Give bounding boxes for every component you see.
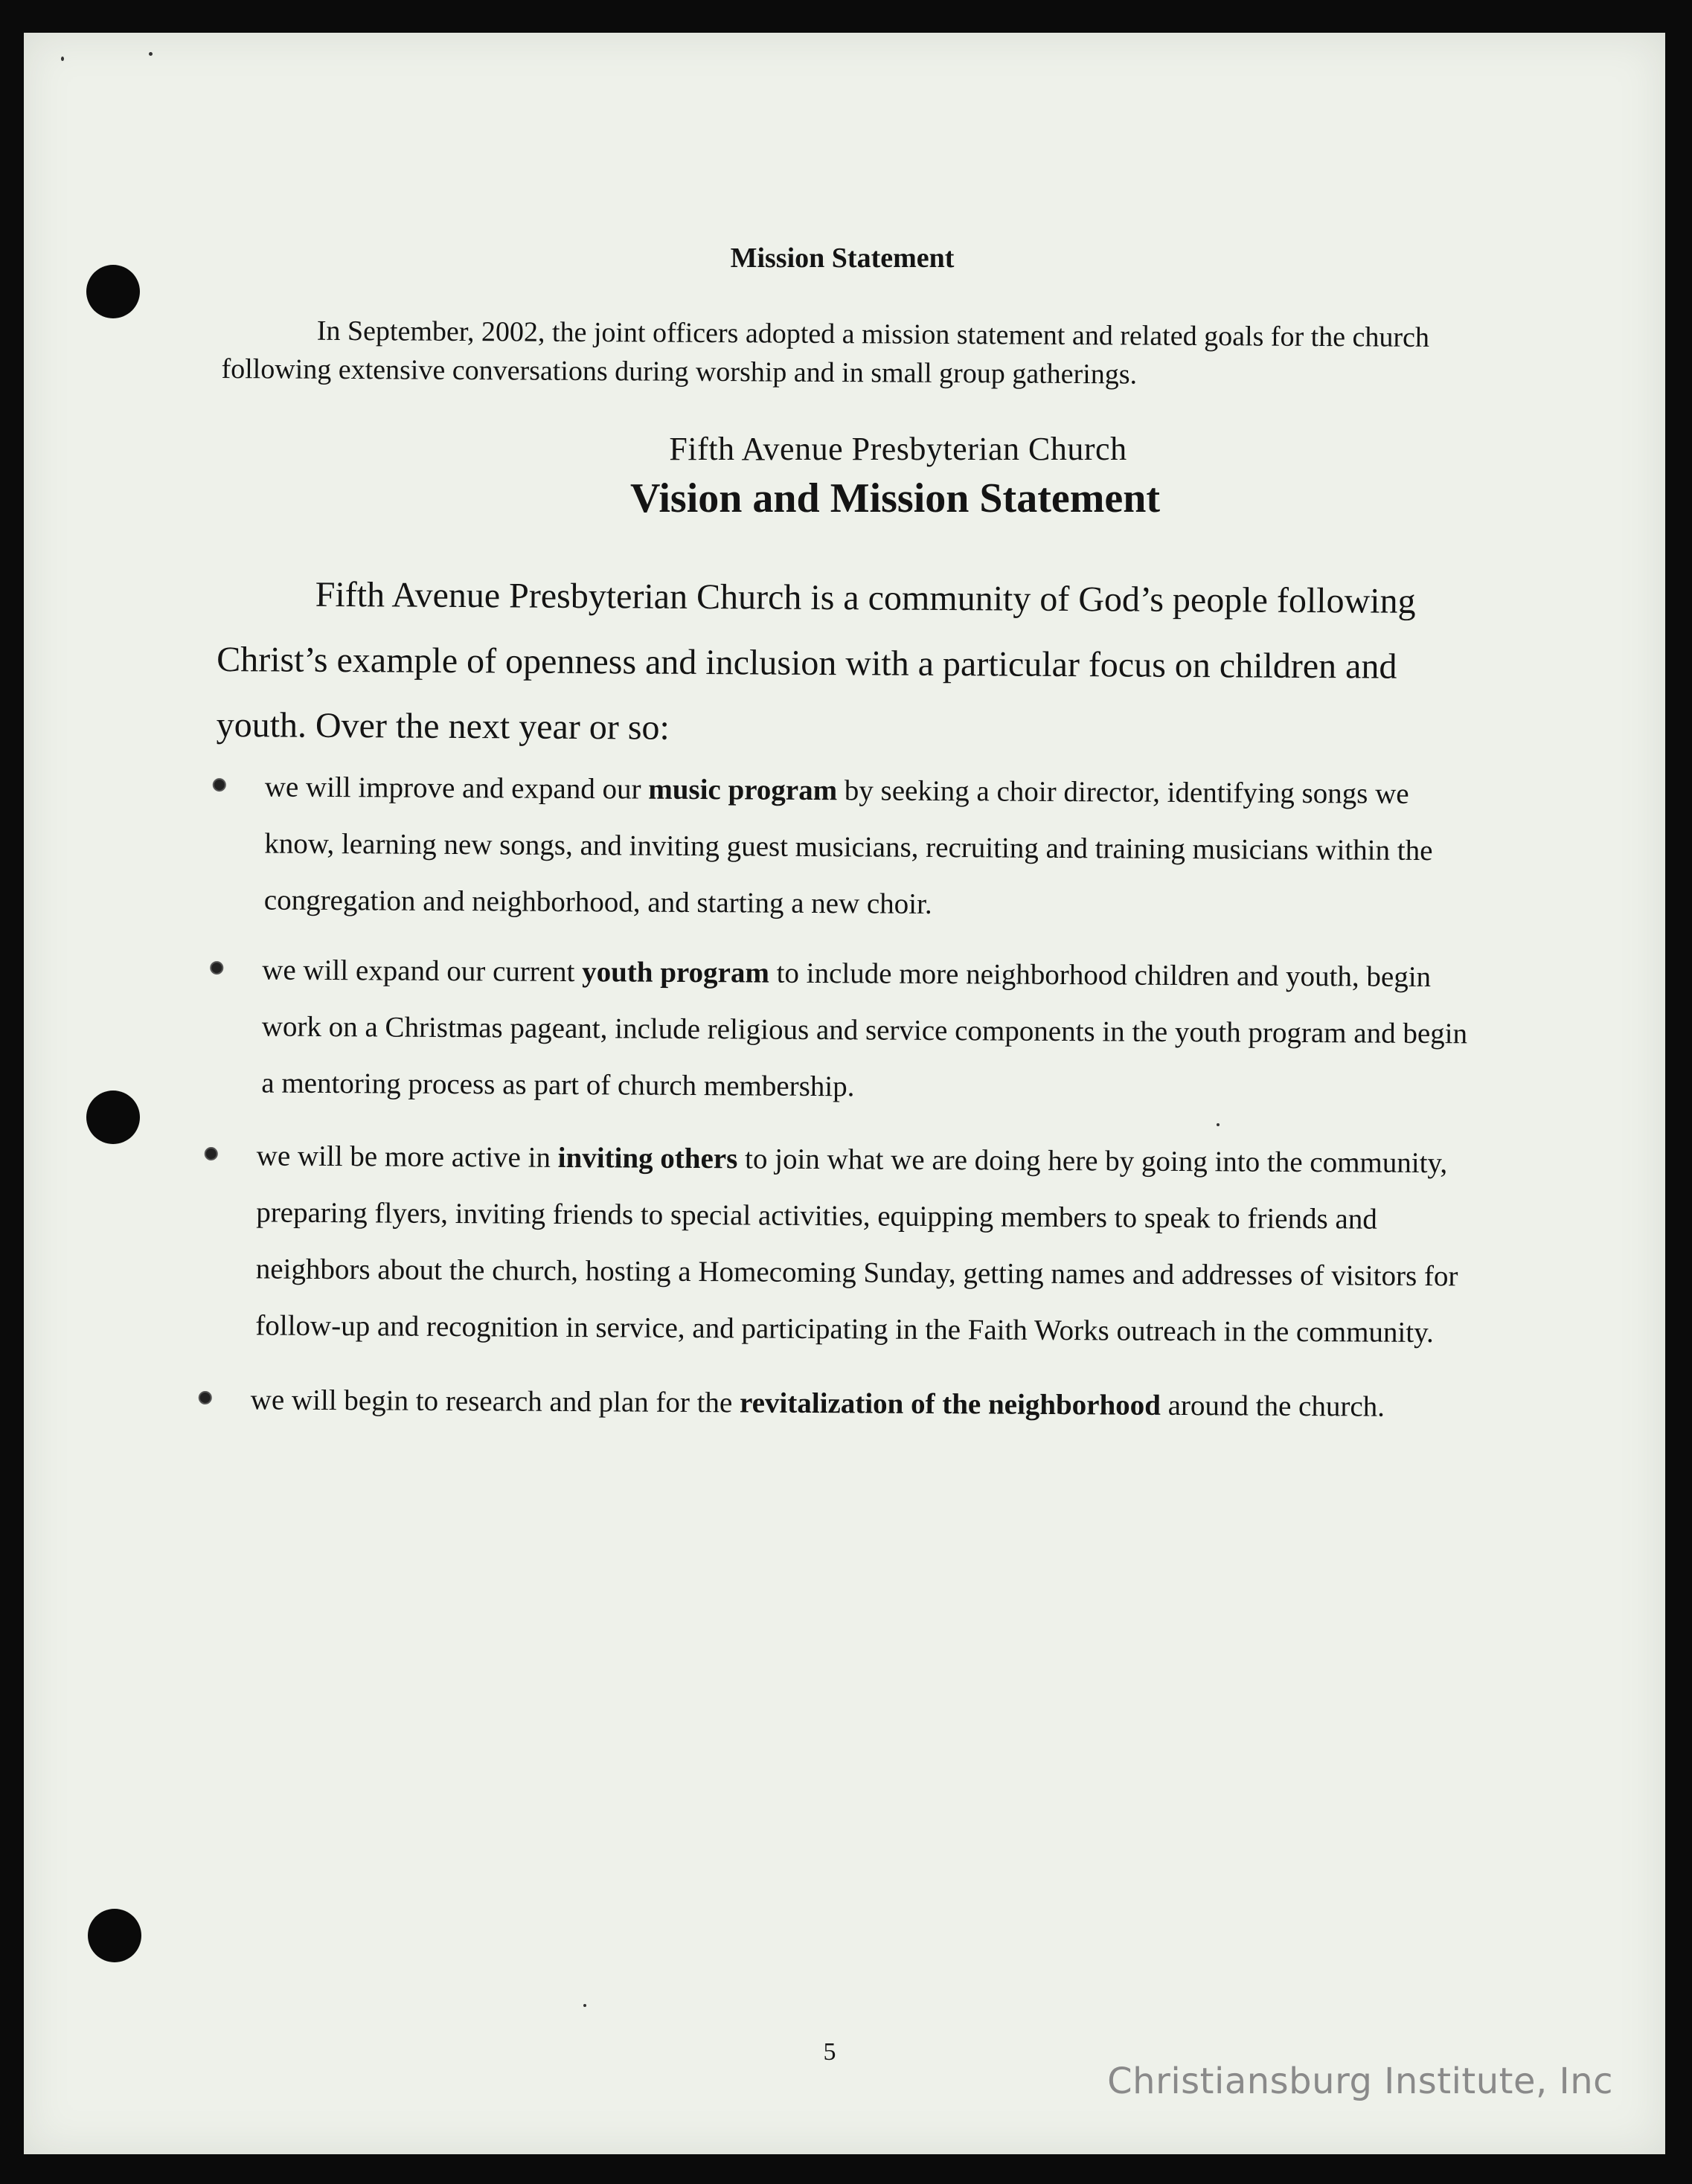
goal-text: to join what we are doing here by going into the community, preparing flyers, inviting friends to special activities, equipping members to speak to friends and neighbors about the church, hosting a Homecoming Sunday, getting names and addresses of visitors for follow-up and recognition in service, and participating in the Faith Works outreach in the community.: [255, 1143, 1458, 1349]
paper-speck: [61, 57, 64, 61]
bullet-icon: [210, 961, 223, 974]
binder-hole: [88, 1909, 141, 1962]
goal-emphasis: music program: [648, 773, 838, 807]
goal-item-music: [208, 759, 1473, 936]
goal-text: to include more neighborhood children and youth, begin work on a Christmas pageant, include religious and service components in the youth program and begin a mentoring process as part of church membership.: [261, 957, 1468, 1103]
binder-hole: [86, 1091, 140, 1144]
goal-emphasis: inviting others: [557, 1141, 738, 1175]
intro-paragraph: In September, 2002, the joint officers adopted a mission statement and related goals for the church following extensive conversations during worship and in small group gatherings.: [221, 315, 1430, 391]
goal-text: around the church.: [1160, 1389, 1385, 1423]
watermark: Christiansburg Institute, Inc: [1107, 2061, 1613, 2102]
bullet-icon: [199, 1391, 212, 1404]
page-number: 5: [823, 2038, 836, 2066]
goal-text: we will begin to research and plan for the: [250, 1384, 740, 1419]
vision-paragraph: Fifth Avenue Presbyterian Church is a community of God’s people following Christ’s example of openness and inclusion with a particular focus on children and youth. Over the next year or so:: [216, 574, 1416, 748]
vision-title: Vision and Mission Statement: [629, 475, 1160, 521]
goals-list: [204, 759, 1473, 1510]
goal-text: we will be more active in: [256, 1140, 558, 1174]
goal-item-youth: [205, 942, 1470, 1119]
church-name: Fifth Avenue Presbyterian Church: [669, 431, 1127, 467]
goal-text: by seeking a choir director, identifying songs we know, learning new songs, and inviting guest musicians, recruiting and training musicians within the congregation and neighborhood, and starting a new choir.: [263, 774, 1433, 920]
paper-speck: [583, 2004, 586, 2007]
paper-speck: [149, 52, 153, 56]
goal-text: we will improve and expand our: [264, 771, 649, 806]
goal-emphasis: revitalization of the neighborhood: [739, 1387, 1161, 1422]
bullet-icon: [205, 1147, 218, 1160]
bullet-icon: [213, 778, 226, 791]
page-heading: Mission Statement: [730, 243, 955, 274]
goal-item-inviting: [199, 1128, 1465, 1361]
goal-text: we will expand our current: [262, 954, 583, 989]
goal-item-revitalization: [194, 1372, 1459, 1436]
goal-emphasis: youth program: [582, 956, 770, 989]
